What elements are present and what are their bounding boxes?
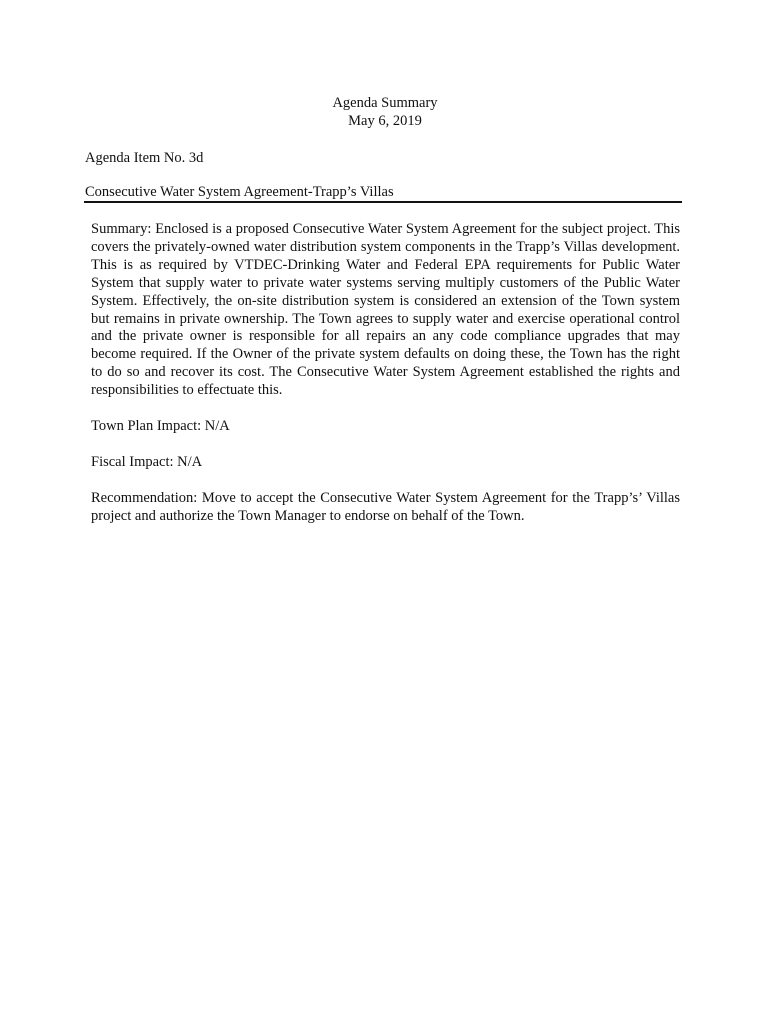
agenda-item-title: Consecutive Water System Agreement-Trapp’s Villas [85, 184, 394, 200]
title-underline-divider [84, 201, 682, 203]
fiscal-impact: Fiscal Impact: N/A [91, 453, 203, 470]
agenda-item-number: Agenda Item No. 3d [85, 150, 204, 166]
summary-paragraph: Summary: Enclosed is a proposed Consecutive Water System Agreement for the subject project. This covers the privately-owned water distribution system components in the Trapp’s Villas development. This is as required by VTDEC-Drinking Water and Federal EPA requirements for Public Water System that supply water to private water systems serving multiply customers of the Public Water System. Effectively, the on-site distribution system is considered an extension of the Town system but remains in private ownership. The Town agrees to supply water and exercise operational control and the private owner is responsible for all repairs an any code compliance upgrades that may become required. If the Owner of the private system defaults on doing these, the Town has the right to do so and recover its cost. The Consecutive Water System Agreement established the rights and responsibilities to effectuate this. [91, 221, 680, 399]
agenda-body [91, 221, 680, 526]
recommendation-paragraph: Recommendation: Move to accept the Consecutive Water System Agreement for the Trapp’s’ Villas project and authorize the Town Manager to endorse on behalf of the Town. [91, 489, 680, 524]
town-plan-impact: Town Plan Impact: N/A [91, 418, 230, 435]
agenda-header [0, 94, 770, 130]
agenda-title: Agenda Summary [332, 95, 438, 111]
agenda-date: May 6, 2019 [348, 113, 422, 129]
